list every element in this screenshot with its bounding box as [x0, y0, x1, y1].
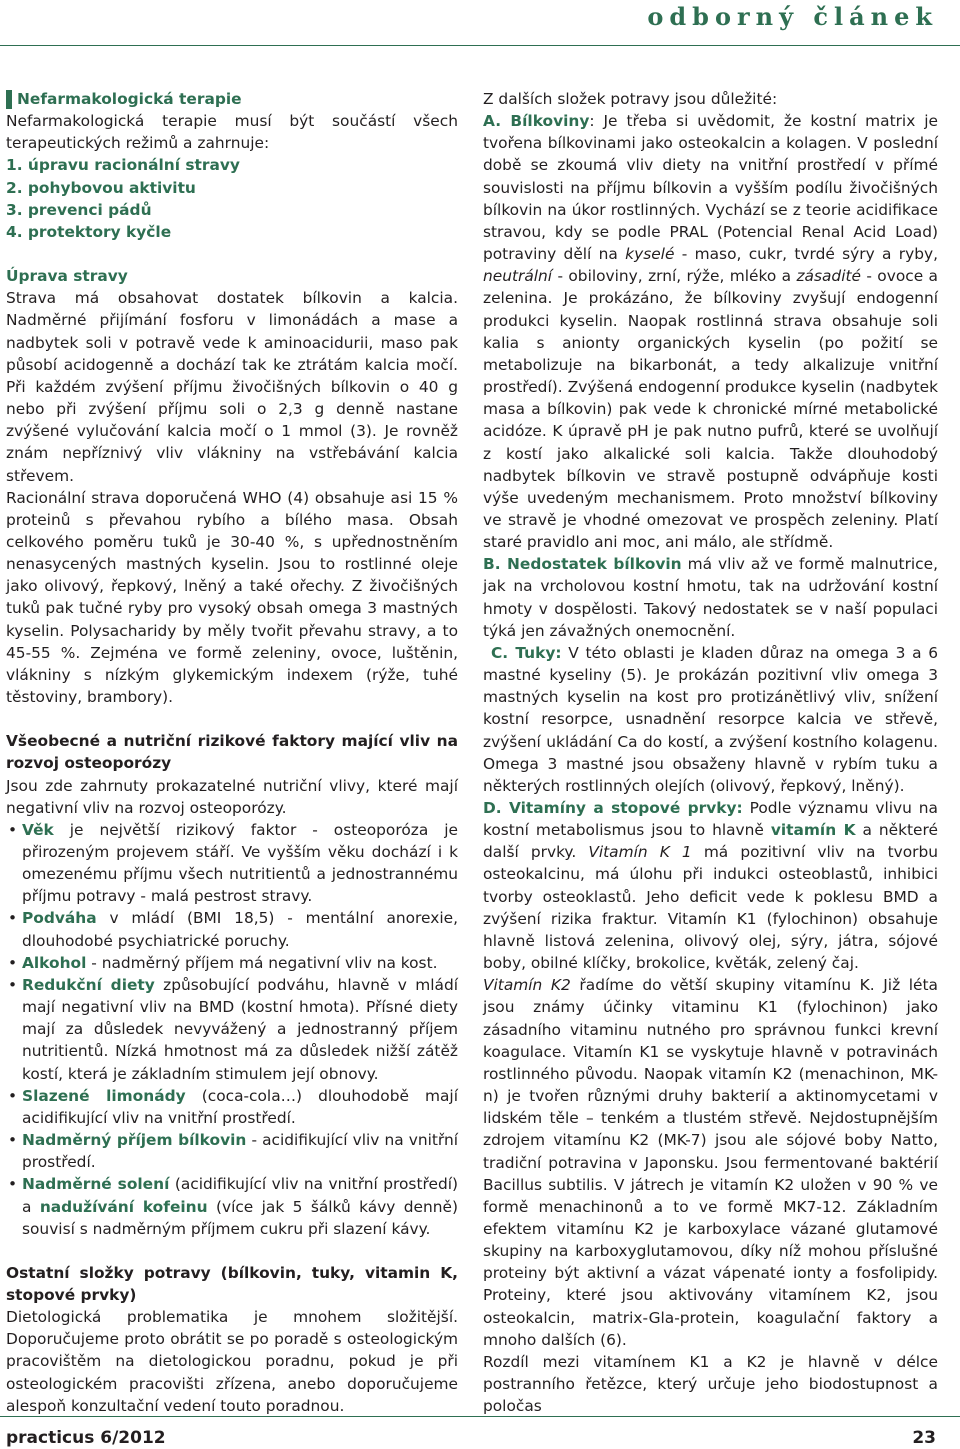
list-item: 2. pohybovou aktivitu [6, 178, 196, 197]
paragraph: Jsou zde zahrnuty prokazatelné nutriční vlivy, které mají negativní vliv na rozvoj osteoporózy. [6, 776, 458, 817]
list-item: • Redukční diety způsobující podváhu, hlavně v mládí mají negativní vliv na BMD (kostní hmota). Přísné diety mají za důsledek nevyvážený a jednostranný příjem nutritientů. Nízká hmotnost má za důsledek nižší zátěž kostí, která je základním stimulem její obnovy. [8, 975, 458, 1083]
paragraph-tuky: C. Tuky: V této oblasti je kladen důraz na omega 3 a 6 mastné kyseliny (5). Je prokázán pozitivní vliv omega 3 mastných kyselin na kost pro protizánětlivý vliv, snížení kostní resorpce, usnadnění resorpce kalcia ve střevě, zvýšení ukládání Ca do kostí, a zvýšení kostního kolagenu. Omega 3 mastné jsou obsaženy hlavně v rybím tuku a některých rostlinných olejích (olivový, řepkový, lněný). [483, 643, 938, 795]
bullet-icon: • [8, 1131, 18, 1150]
bullet-icon: • [8, 909, 18, 928]
list-item: • Nadměrný příjem bílkovin - acidifikující vliv na vnitřní prostředí. [8, 1131, 459, 1172]
list-item: • Věk je největší rizikový faktor - osteoporóza je přirozeným projevem stáří. Ve vyšším věku dochází i k omezenému příjmu všech nutritientů a jednostrannému příjmu potravy - malá pestrost stravy. [8, 820, 458, 906]
bullet-icon: • [8, 820, 18, 839]
paragraph-bilkoviny: A. Bílkoviny: Je třeba si uvědomit, že kostní matrix je tvořena bílkovinami jako osteokalcin a kolagen. V poslední době se zkoumá vliv diety na vnitřní prostředí v přímé souvislosti na příjmu bílkovin a vyšším podílu živočišných bílkovin na úkor rostlinných. Vychází se z teorie acidifikace stravou, kdy se podle PRAL (Potencial Renal Acid Load) potraviny dělí na kyselé - maso, cukr, tvrdé sýry a ryby, neutrální - obiloviny, zrní, rýže, mléko a zásadité - ovoce a zelenina. Je prokázáno, že bílkoviny zvyšují endogenní produkci kyselin. Naopak rostlinná strava obsahuje soli kalia s anionty organických kyselin (po požití se metabolizuje na bikarbonát, a tedy alkalizuje vnitřní prostředí). Zvýšená endogenní produkce kyselin (nadbytek masa a bílkovin) pak vede k chronické mírné metabolické acidóze. K úpravě pH je pak nutno pufrů, které se uvolňují z kostí jako alkalické soli kalcia. Takže dlouhodobý nadbytek bílkovin ve stravě postupně odvápňuje kosti výše uvedeným mechanismem. Proto množství bílkoviny ve stravě je vhodné omezovat ve prospěch zeleniny. Platí staré pravidlo ani moc, ani málo, ale střídmě. [483, 112, 938, 552]
list-item: 1. úpravu racionální stravy [6, 156, 240, 175]
list-item: 4. protektory kyčle [6, 222, 172, 241]
paragraph: Dietologická problematika je mnohem složitější. Doporučujeme proto obrátit se po poradě s osteologickým pracovištěm na dietologickou poradnu, pokud je při osteologickém pracovišti zřízena, anebo doporučujeme alespoň konzultační vedení touto poradnou. [6, 1308, 458, 1415]
therapy-list [6, 154, 458, 243]
paragraph: Strava má obsahovat dostatek bílkovin a kalcia. Nadměrné přijímání fosforu v limonádách a mase a nadbytek soli v potravě vede k aminoacidurii, maso pak působí acidogenně a dochází tak ke ztrátám kalcia močí. Při každém zvýšení příjmu živočišných bílkovin o 40 g nebo při zvýšení příjmu soli o 2,3 g denně nastane zvýšené vylučování kalcia močí o 1 mmol (3). Je rovněž znám nepříznivý vliv vlákniny na vstřebávání kalcia střevem. [6, 289, 458, 485]
section-title-uprava-stravy: Úprava stravy [6, 267, 128, 286]
bullet-icon: • [8, 1175, 18, 1194]
section-title-ostatni-slozky: Ostatní složky potravy (bílkovin, tuky, vitamin K, stopové prvky) [6, 1263, 458, 1304]
list-item: • Podváha v mládí (BMI 18,5) - mentální anorexie, dlouhodobé psychiatrické poruchy. [8, 909, 458, 950]
list-item: • Nadměrné solení (acidifikující vliv na vnitřní prostředí) a nadužívání kofeinu (více jak 5 šálků kávy denně) souvisí s nadměrným příjmem cukru při slazení kávy. [8, 1175, 458, 1238]
paragraph: Rozdíl mezi vitamínem K1 a K2 je hlavně v délce postranního řetězce, který určuje jeho biodostupnost a poločas [483, 1352, 938, 1416]
paragraph: Z dalších složek potravy jsou důležité: [483, 90, 778, 108]
paragraph-nedostatek: B. Nedostatek bílkovin má vliv až ve formě malnutrice, jak na vrcholovou kostní hmotu, tak na udržování kostní hmoty v dospělosti. Takový nedostatek se v naší populaci týká jen závažných onemocnění. [483, 555, 938, 640]
left-column [6, 88, 458, 1417]
section-title-rizikove-faktory: Všeobecné a nutriční rizikové faktory mající vliv na rozvoj osteoporózy [6, 732, 458, 773]
page-number: 23 [912, 1428, 936, 1448]
paragraph: Nefarmakologická terapie musí být součástí všech terapeutických režimů a zahrnuje: [6, 112, 458, 153]
bullet-icon: • [8, 953, 18, 972]
header-rule [0, 45, 960, 46]
right-column [483, 88, 938, 1417]
bullet-icon: • [8, 975, 18, 994]
section-header-title: odborný článek [647, 2, 938, 31]
journal-issue: practicus 6/2012 [6, 1428, 166, 1448]
section-title-nefarmakologicka: Nefarmakologická terapie [6, 88, 458, 110]
paragraph-vitaminy: D. Vitamíny a stopové prvky: Podle významu vlivu na kostní metabolismus jsou to hlavně vitamín K a některé další prvky. Vitamín K 1 má pozitivní vliv na tvorbu osteokalcinu, má úlohu při indukci osteoblastů, inhibici tvorby osteoklastů. Jeho deficit vede k poklesu BMD a zvýšení rizika fraktur. Vitamín K1 (fylochinon) obsahuje hlavně listová zelenina, olivový olej, sýry, játra, sójové boby, obilné klíčky, brokolice, květák, zelený čaj. [483, 799, 938, 973]
paragraph: Racionální strava doporučená WHO (4) obsahuje asi 15 % proteinů s převahou rybího a bílého masa. Obsah celkového poměru tuků je 30-40 %, s upřednostněním nenasycených mastných kyselin. Jsou to rostlinné oleje jako olivový, řepkový, lněný a také ořechy. Z živočišných tuků pak tučné ryby pro vysoký obsah omega 3 mastných kyselin. Polysacharidy by měly tvořit převahu stravy, a to 45-55 %. Zejména ve formě zeleniny, ovoce, luštěnin, vlákniny s nízkým glykemickým indexem (rýže, tuhé těstoviny, brambory). [6, 488, 458, 707]
list-item: 3. prevenci pádů [6, 200, 152, 219]
list-item: • Alkohol - nadměrný příjem má negativní vliv na kost. [6, 952, 458, 974]
footer-rule [0, 1416, 960, 1417]
risk-factor-list [6, 819, 458, 1240]
paragraph-vitamin-k2: Vitamín K2 řadíme do větší skupiny vitamínu K. Již léta jsou známy účinky vitaminu K1 (fylochinon) jako zásadního vitaminu nutného pro správnou funkci krevní koagulace. Vitamín K1 se vyskytuje hlavně v potravinách rostlinného původu. Naopak vitamín K2 (menachinon, MK-n) je tvořen různými druhy bakterií a aktinomycetami v lidském těle – tenkém a tlustém střevě. Nejdostupnějším zdrojem vitamínu K2 (MK-7) jsou ale sójové boby Natto, tradiční potravina v Japonsku. Jsou fermentované baktérií Bacillus subtilis. V játrech je vitamín K2 uložen v 90 % ve formě menachinonů a to ve formě MK7-12. Základním efektem vitamínu K2 je karboxylace vázané glutamové skupiny na karboxyglutamovou, díky níž mohou příslušné proteiny být aktivní a vázat vápenaté ionty a fosfolipidy. Proteiny, které jsou aktivovány vitamínem K2, jsou osteokalcin, matrix-Gla-protein, koagulační faktory a mnoho dalších (6). [483, 976, 938, 1349]
bullet-icon: • [8, 1086, 18, 1105]
list-item: • Slazené limonády (coca-cola…) dlouhodobě mají acidifikující vliv na vnitřní prostředí. [8, 1086, 458, 1127]
